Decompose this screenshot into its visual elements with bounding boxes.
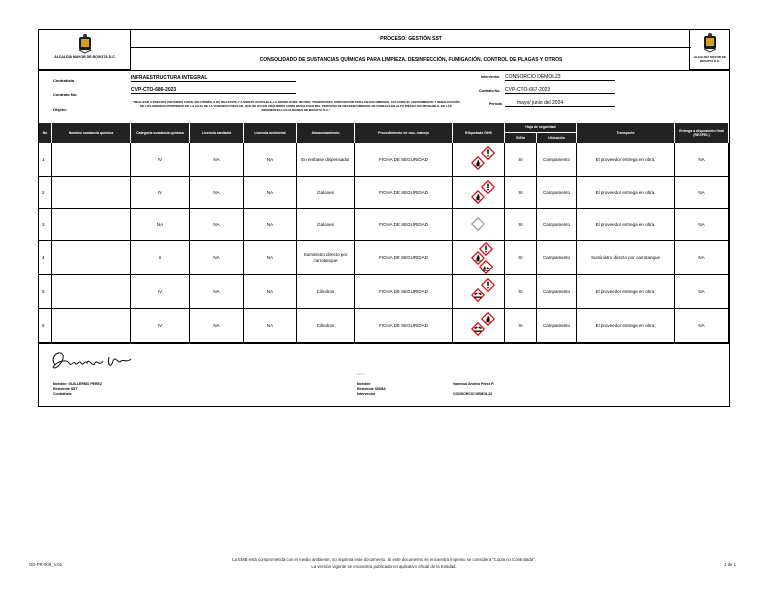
table-cell-lic-ambiental: NA: [244, 275, 297, 309]
right-name-label: Nombre:: [357, 382, 372, 386]
table-cell-almacenamiento: Suministro directo por carrotanque: [297, 241, 355, 275]
table-cell-si-no: SI: [505, 143, 537, 177]
ghs-label-cell: [453, 143, 505, 177]
column-subheader: Si/No: [505, 133, 537, 143]
table-row: [39, 241, 729, 275]
table-cell-lic-ambiental: NA: [244, 143, 297, 177]
flame-icon: [471, 190, 485, 204]
coat-of-arms-icon: [701, 33, 719, 53]
table-cell-disposicion: NA: [675, 177, 729, 209]
table-cell-lic-ambiental: NA: [244, 209, 297, 241]
right-company-label: Interventor: [357, 392, 376, 396]
left-signer-role: Residente SST: [53, 387, 78, 391]
table-cell-ubicacion: Campamento: [537, 275, 577, 309]
contratista-value: INFRAESTRUCTURA INTEGRAL: [131, 75, 296, 82]
table-cell-nombre: [52, 209, 131, 241]
table-cell-lic-sanitaria: NA: [190, 177, 244, 209]
table-cell-nombre: [52, 275, 131, 309]
table-cell-procedimiento: FICHA DE SEGURIDAD: [355, 309, 453, 343]
footer-line1: La EMB está comprometida con el medio ambiente; no imprima este documento. Si este documento se encuentra impreso se considera “Copia no Controlada”.: [232, 557, 536, 562]
table-cell-lic-sanitaria: NA: [190, 143, 244, 177]
process-title: PROCESO: GESTIÓN SST: [380, 36, 442, 42]
contrato-label: Contrato No.: [53, 92, 78, 97]
table-cell-no: 6: [39, 309, 52, 343]
contrato2-value: CVP-CTO-667-2023: [505, 87, 615, 94]
table-row: [39, 143, 729, 177]
table-cell-nombre: [52, 143, 131, 177]
ghs-label-cell: [453, 275, 505, 309]
column-header: Procedimiento de uso, manejo: [355, 123, 453, 143]
table-cell-nombre: [52, 177, 131, 209]
column-header: Entrega a disposición final (RESPEL): [675, 123, 729, 143]
column-header: Licencia ambiental: [244, 123, 297, 143]
table-cell-lic-sanitaria: NA: [190, 241, 244, 275]
objeto-label: Objeto:: [53, 107, 67, 112]
table-cell-transporte: Suministro directo por carrotanque: [577, 241, 675, 275]
table-cell-almacenamiento: Galones: [297, 209, 355, 241]
table-cell-categoria: IV: [131, 309, 190, 343]
table-cell-disposicion: NA: [675, 275, 729, 309]
table-cell-lic-ambiental: NA: [244, 177, 297, 209]
contrato2-label: Contrato No.: [479, 89, 501, 93]
table-cell-no: 3: [39, 209, 52, 241]
right-signature-placeholder: Firma: [357, 372, 365, 376]
table-cell-almacenamiento: En embase dispensador: [297, 143, 355, 177]
blank-diamond-icon: [471, 217, 485, 231]
right-company-value: CONSORCIO DEMOL23: [453, 392, 493, 396]
table-cell-procedimiento: FICHA DE SEGURIDAD: [355, 143, 453, 177]
left-signer-company: Contratista: [53, 392, 72, 396]
objeto-value: "REALIZAR A PRECIOS UNITARIOS FIJOS, SIN FÓRMULA DE REAJUSTE Y A MONTO AGOTABLE, LA DEMOLICIÓN, RETIRO, TRANSPORTE, DISPOSICIÓN FINAL DE ESCOMBROS, ASÍ COMO EL CERRAMIENTO Y SEÑALIZACIÓN DE LOS PREDIOS PROPIEDAD DE LA CAJA DE LA VIVIENDA POPULAR, QUE SE HAYAN ADQUIRIDO COMO RESULTADO DEL PROCESO DE REASENTAMIENTO DE FAMILIAS EN ALTO RIESGO NO MITIGABLE, EN LAS DIFERENTES LOCALIDADES DE BOGOTÁ D.C.": [132, 100, 460, 112]
corrosion-icon: [471, 322, 485, 336]
table-cell-procedimiento: FICHA DE SEGURIDAD: [355, 209, 453, 241]
table-cell-transporte: El proveedor entrega en obra.: [577, 177, 675, 209]
table-cell-disposicion: NA: [675, 241, 729, 275]
contratista-label: Contratista: [53, 78, 75, 83]
table-cell-disposicion: NA: [675, 143, 729, 177]
table-cell-no: 1: [39, 143, 52, 177]
table-cell-nombre: [52, 241, 131, 275]
column-header-group: Hoja de seguridad: [505, 123, 577, 133]
table-cell-almacenamiento: Cilindros: [297, 309, 355, 343]
column-header: Transporte: [577, 123, 675, 143]
table-cell-procedimiento: FICHA DE SEGURIDAD: [355, 177, 453, 209]
table-cell-transporte: El proveedor entrega en obra.: [577, 143, 675, 177]
logo-left-text: ALCALDÍA MAYOR DE BOGOTÁ D.C.: [54, 55, 116, 59]
table-cell-lic-sanitaria: NA: [190, 309, 244, 343]
column-header: Etiquetado GHS: [453, 123, 505, 143]
right-signer-role: Residente SISMA: [357, 387, 386, 391]
table-cell-si-no: SI: [505, 309, 537, 343]
table-row: [39, 309, 729, 343]
table-cell-lic-ambiental: NA: [244, 309, 297, 343]
table-cell-transporte: El proveedor entrega en obra.: [577, 309, 675, 343]
interventor-label: Interventor: [481, 75, 500, 79]
column-subheader: Ubicación: [537, 133, 577, 143]
flame-icon: [471, 156, 485, 170]
logo-right: [689, 30, 729, 70]
column-header: Nombre sustancia química: [52, 123, 131, 143]
footer-line2: La versión vigente se encuentra publicada en aplicativo oficial de la Entidad.: [311, 564, 457, 569]
table-cell-categoria: IV: [131, 177, 190, 209]
table-cell-si-no: SI: [505, 275, 537, 309]
table-body: [39, 143, 729, 343]
periodo-label: Periodo: [489, 102, 503, 106]
table-cell-nombre: [52, 309, 131, 343]
document-sheet: [38, 29, 730, 407]
table-cell-ubicacion: Campamento: [537, 209, 577, 241]
table-header: [39, 123, 729, 143]
periodo-value: mayo/ junio del 2024: [505, 100, 615, 107]
right-name-value: Vanessa Andrea Pérez P.: [453, 382, 495, 386]
logo-right-text: ALCALDÍA MAYOR DE BOGOTÁ D.C.: [694, 55, 726, 63]
table-row: [39, 275, 729, 309]
ghs-label-cell: [453, 241, 505, 275]
table-cell-procedimiento: FICHA DE SEGURIDAD: [355, 241, 453, 275]
interventor-value: CONSORCIO DEMOL23: [505, 74, 615, 81]
table-cell-categoria: NA: [131, 209, 190, 241]
ghs-label-cell: [453, 209, 505, 241]
logo-left: [39, 30, 131, 70]
table-cell-transporte: El proveedor entrega en obra.: [577, 209, 675, 241]
table-row: [39, 177, 729, 209]
table-cell-lic-sanitaria: NA: [190, 275, 244, 309]
column-header: Almacenamiento: [297, 123, 355, 143]
environment-icon: [479, 260, 493, 274]
table-cell-disposicion: NA: [675, 209, 729, 241]
table-cell-no: 2: [39, 177, 52, 209]
footer-page: 1 de 1: [724, 562, 736, 567]
table-cell-procedimiento: FICHA DE SEGURIDAD: [355, 275, 453, 309]
table-cell-no: 5: [39, 275, 52, 309]
column-header: No: [39, 123, 52, 143]
table-cell-disposicion: NA: [675, 309, 729, 343]
corrosion-icon: [471, 288, 485, 302]
table-cell-lic-ambiental: NA: [244, 241, 297, 275]
document-title: CONSOLIDADO DE SUSTANCIAS QUÍMICAS PARA LIMPIEZA, DESINFECCIÓN, FUMIGACIÓN, CONTROL DE PLAGAS Y OTROS: [259, 57, 563, 63]
contrato-value: CVP-CTO-686-2023: [131, 87, 296, 94]
table-cell-si-no: SI: [505, 241, 537, 275]
coat-of-arms-icon: [76, 34, 94, 54]
ghs-label-cell: [453, 177, 505, 209]
table-cell-categoria: IV: [131, 275, 190, 309]
table-cell-si-no: SI: [505, 209, 537, 241]
footer-code: GD-FR-009_V.01: [29, 562, 63, 567]
ghs-label-cell: [453, 309, 505, 343]
table-cell-ubicacion: Campamento: [537, 143, 577, 177]
column-header: Categoría sustancia química: [131, 123, 190, 143]
table-row: [39, 209, 729, 241]
table-cell-categoria: II: [131, 241, 190, 275]
table-cell-categoria: IV: [131, 143, 190, 177]
table-cell-si-no: SI: [505, 177, 537, 209]
left-signer-name: Nombre: GUILLERMO PEREZ: [53, 382, 103, 386]
table-cell-lic-sanitaria: NA: [190, 209, 244, 241]
table-cell-no: 4: [39, 241, 52, 275]
table-cell-ubicacion: Campamento: [537, 309, 577, 343]
table-cell-ubicacion: Campamento: [537, 241, 577, 275]
table-cell-almacenamiento: Cilindros: [297, 275, 355, 309]
table-cell-almacenamiento: Galones: [297, 177, 355, 209]
table-cell-ubicacion: Campamento: [537, 177, 577, 209]
column-header: Licencia sanitaria: [190, 123, 244, 143]
signature-image: [47, 347, 137, 377]
table-cell-transporte: El proveedor entrega en obra.: [577, 275, 675, 309]
